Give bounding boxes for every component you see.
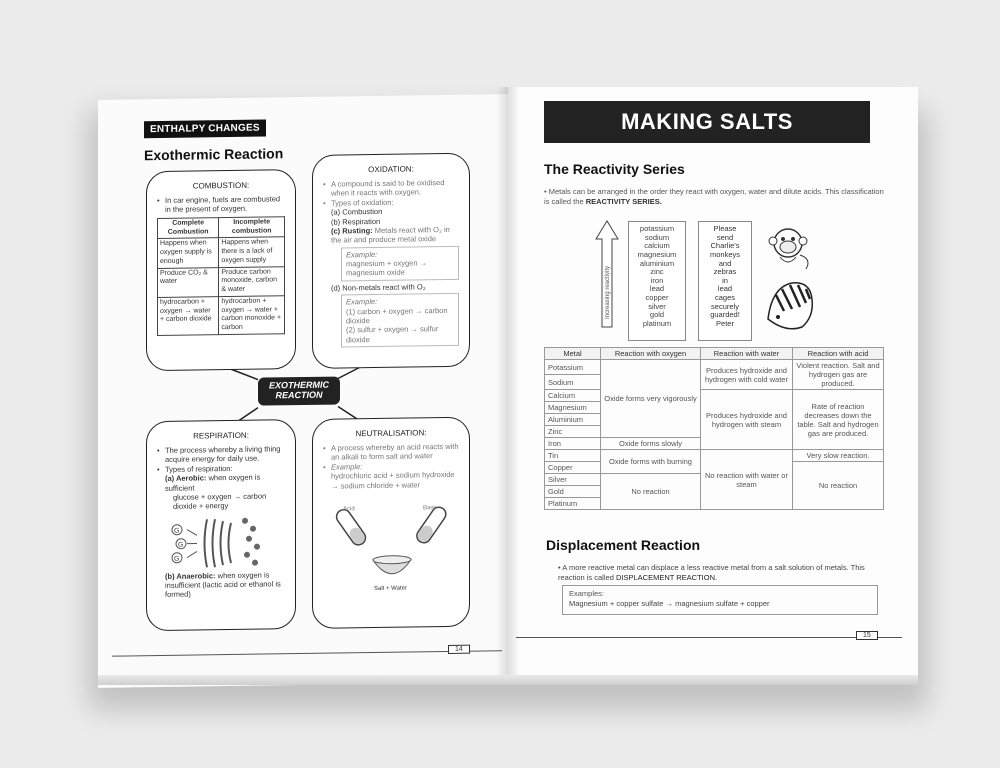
oxidation-b: (b) Respiration	[331, 216, 381, 227]
page-number-left: 14	[448, 645, 470, 654]
metal-item: lead	[649, 284, 665, 294]
combustion-cell: Happens when oxygen supply is enough	[158, 238, 219, 268]
base-label: Base	[423, 505, 437, 512]
metal-item: calcium	[644, 241, 670, 251]
displacement-bold: DISPLACEMENT REACTION.	[615, 573, 718, 583]
metal-item: iron	[650, 275, 664, 285]
mnemonic-word: zebras	[713, 267, 737, 277]
mnemonic-word: cages	[714, 293, 735, 302]
monkey-icon	[769, 229, 808, 269]
oxidation-bubble	[312, 153, 470, 369]
respiration-types: • Types of respiration:	[157, 463, 285, 474]
footer-rule	[516, 637, 902, 638]
table-metal: Tin	[545, 450, 601, 462]
ox-vigorous-cell: Oxide forms very vigorously	[601, 360, 701, 438]
mitochondria-illustration	[157, 512, 285, 570]
mnemonic-word: Charlie's	[710, 241, 740, 251]
displacement-heading: Displacement Reaction	[546, 537, 701, 553]
svg-text:G: G	[178, 541, 184, 549]
metal-item: platinum	[642, 318, 672, 328]
ox-slowly-cell: Oxide forms slowly	[601, 438, 701, 450]
combustion-cell: hydrocarbon + oxygen → water + carbon dioxide	[158, 296, 219, 335]
table-header: Reaction with acid	[793, 348, 884, 360]
page-heading: Exothermic Reaction	[144, 145, 284, 164]
oxidation-d-example-label: Example:	[346, 297, 378, 307]
oxidation-c-example: magnesium + oxygen → magnesium oxide	[346, 258, 428, 278]
metal-item: zinc	[650, 267, 664, 277]
mnemonic-list	[698, 221, 752, 341]
section-tag: ENTHALPY CHANGES	[144, 120, 266, 139]
water-cold-cell: Produces hydroxide and hydrogen with cold water	[701, 360, 793, 390]
table-metal: Gold	[545, 486, 601, 498]
displacement-example-box	[562, 585, 878, 615]
displacement-example: Magnesium + copper sulfate → magnesium sulfate + copper	[569, 599, 770, 609]
page-number-right: 15	[856, 631, 878, 640]
mnemonic-word: send	[716, 232, 734, 242]
combustion-bubble	[146, 169, 296, 371]
metal-item: magnesium	[637, 249, 677, 259]
animal-illustrations	[762, 223, 818, 335]
neutralisation-example: hydrochloric acid + sodium hydroxide → sodium chloride + water	[331, 470, 455, 491]
reactivity-intro: • Metals can be arranged in the order they react with oxygen, water and dilute acids. This classification is called the REACTIVITY SERIES.	[544, 187, 884, 207]
metal-item: aluminium	[639, 258, 675, 268]
ox-none-cell: No reaction	[601, 474, 701, 510]
mnemonic-word: monkeys	[709, 249, 740, 259]
oxidation-title: OXIDATION:	[368, 164, 414, 175]
mnemonic-word: Please	[713, 224, 737, 233]
aerobic-equation: glucose + oxygen → carbon dioxide + energy	[173, 491, 267, 512]
metal-item: gold	[649, 310, 665, 320]
metal-item: copper	[645, 293, 669, 302]
mnemonic-word: Peter	[716, 318, 734, 328]
table-metal: Calcium	[545, 390, 601, 402]
table-metal: Potassium	[545, 360, 601, 375]
table-header: Reaction with oxygen	[601, 348, 701, 360]
book-gutter	[496, 87, 520, 685]
left-page	[98, 94, 508, 688]
right-page	[508, 87, 918, 677]
oxidation-types: • Types of oxidation:	[323, 197, 459, 208]
oxidation-c-example-label: Example:	[346, 249, 378, 260]
acid-none-cell: No reaction	[793, 462, 884, 510]
aerobic-text: when oxygen is sufficient	[165, 472, 261, 493]
test-tubes-illustration	[323, 497, 461, 595]
combustion-cell: Produce carbon monoxide, carbon & water	[219, 266, 285, 296]
metal-item: potassium	[639, 224, 675, 233]
oxidation-d-example-1: (1) carbon + oxygen → carbon dioxide	[346, 305, 448, 326]
page-edge	[98, 675, 918, 685]
table-metal: Silver	[545, 474, 601, 486]
displacement-body: A more reactive metal can displace a less reactive metal from a salt solution of metals. This reaction is called	[558, 563, 865, 583]
mnemonic-word: and	[718, 258, 732, 268]
svg-text:G: G	[174, 555, 180, 563]
table-header: Reaction with water	[701, 348, 793, 360]
reactivity-intro-bold: REACTIVITY SERIES.	[585, 197, 662, 207]
combustion-bullet: • In car engine, fuels are combusted in the present of oxygen.	[157, 194, 285, 215]
mnemonic-word: guarded!	[710, 310, 740, 320]
ox-burning-cell: Oxide forms with burning	[601, 450, 701, 474]
table-metal: Platinum	[545, 498, 601, 510]
respiration-bullet: • The process whereby a living thing acquire energy for daily use.	[157, 444, 285, 465]
acid-slow-cell: Very slow reaction.	[793, 450, 884, 462]
combustion-cell: hydrocarbon + oxygen → water + carbon monoxide + carbon	[219, 296, 285, 335]
mnemonic-word: in	[722, 275, 728, 285]
combustion-cell: Happens when there is a lack of oxygen supply	[219, 237, 285, 267]
anaerobic-label: (b) Anaerobic:	[165, 570, 216, 581]
reactivity-intro-text: Metals can be arranged in the order they react with oxygen, water and dilute acids. This classification is called the	[544, 187, 884, 207]
reactivity-arrow	[594, 219, 620, 331]
exothermic-center-label: EXOTHERMIC REACTION	[258, 376, 340, 405]
respiration-bubble	[146, 419, 296, 631]
oxidation-d-example-2: (2) sulfur + oxygen → sulfur dioxide	[346, 324, 439, 345]
water-steam-cell: Produces hydroxide and hydrogen with steam	[701, 390, 793, 450]
combustion-title: COMBUSTION:	[192, 180, 250, 191]
acid-violent-cell: Violent reaction. Salt and hydrogen gas are produced.	[793, 360, 884, 390]
oxidation-bullet: • A compound is said to be oxidised when it reacts with oxygen.	[323, 178, 459, 199]
metals-list	[628, 221, 686, 341]
table-metal: Magnesium	[545, 402, 601, 414]
combustion-cell: Produce CO₂ & water	[158, 267, 219, 297]
combustion-header: Incomplete combustion	[219, 217, 285, 238]
water-none-cell: No reaction with water or steam	[701, 450, 793, 510]
acid-label: Acid	[343, 506, 355, 513]
displacement-text: • A more reactive metal can displace a less reactive metal from a salt solution of metals. This reaction is called DISPLACEMENT REACTION.	[558, 563, 865, 583]
table-metal: Iron	[545, 438, 601, 450]
oxidation-c-label: (c) Rusting:	[331, 225, 373, 236]
respiration-title: RESPIRATION:	[193, 430, 249, 441]
reactivity-heading: The Reactivity Series	[544, 161, 685, 177]
combustion-header: Complete Combustion	[158, 217, 219, 238]
page-banner: MAKING SALTS	[544, 101, 870, 143]
table-metal: Aluminium	[545, 414, 601, 426]
neutralisation-example-label: Example:	[331, 461, 363, 472]
combustion-table	[157, 216, 285, 336]
salt-water-label: Salt + Water	[374, 585, 407, 592]
table-metal: Copper	[545, 462, 601, 474]
neutralisation-title: NEUTRALISATION:	[355, 428, 427, 439]
oxidation-d-label: (d) Non-metals react with O₂	[331, 282, 426, 293]
acid-rate-cell: Rate of reaction decreases down the table. Salt and hydrogen gas are produced.	[793, 390, 884, 450]
metal-item: sodium	[644, 232, 670, 242]
svg-text:G: G	[174, 527, 180, 535]
examples-label: Examples:	[569, 589, 605, 598]
neutralisation-bubble	[312, 417, 470, 629]
table-header: Metal	[545, 348, 601, 360]
reactivity-table	[544, 347, 884, 510]
metal-item: silver	[648, 301, 666, 311]
mnemonic-word: securely	[711, 301, 739, 311]
neutralisation-bullet: • A process whereby an acid reacts with an alkali to form salt and water	[323, 442, 459, 463]
table-metal: Zinc	[545, 426, 601, 438]
aerobic-label: (a) Aerobic:	[165, 473, 207, 484]
oxidation-a: (a) Combustion	[331, 207, 383, 217]
open-workbook	[98, 87, 918, 687]
zebra-icon	[768, 283, 812, 329]
table-metal: Sodium	[545, 375, 601, 390]
arrow-label: Increasing reactivity	[605, 265, 611, 319]
mnemonic-word: lead	[717, 284, 733, 294]
oxidation-c-text: Metals react with O₂ in the air and produce metal oxide	[331, 224, 450, 245]
anaerobic-text: when oxygen is insufficient (lactic acid or ethanol is formed)	[165, 570, 281, 600]
